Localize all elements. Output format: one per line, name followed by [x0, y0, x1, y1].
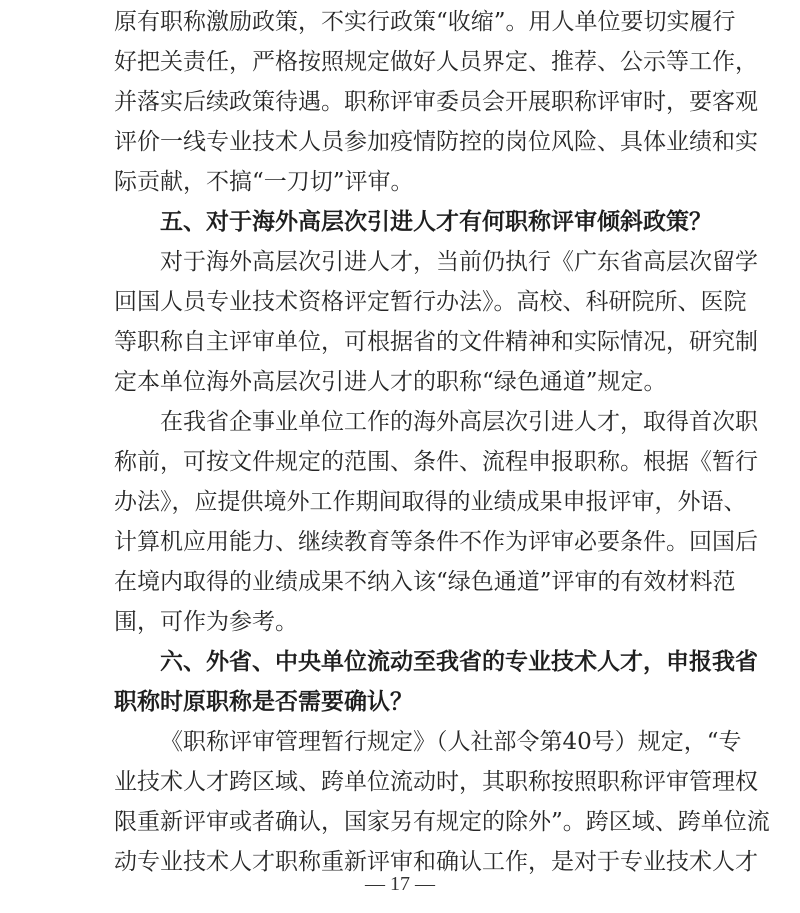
page-number: — 17 —	[365, 873, 435, 895]
body-line: 称前，可按文件规定的范围、条件、流程申报职称。根据《暂行	[114, 449, 758, 475]
section-heading-5: 五、对于海外高层次引进人才有何职称评审倾斜政策？	[160, 209, 712, 235]
body-line: 原有职称激励政策，不实行政策“收缩”。用人单位要切实履行	[114, 9, 736, 35]
body-line: 计算机应用能力、继续教育等条件不作为评审必要条件。回国后	[114, 529, 758, 555]
body-line: 并落实后续政策待遇。职称评审委员会开展职称评审时，要客观	[114, 89, 758, 115]
body-line: 办法》，应提供境外工作期间取得的业绩成果申报评审，外语、	[114, 489, 747, 515]
body-line: 限重新评审或者确认，国家另有规定的除外”。跨区域、跨单位流	[114, 809, 770, 835]
section-heading-6: 六、外省、中央单位流动至我省的专业技术人才，申报我省	[160, 649, 758, 675]
body-line: 际贡献，不搞“一刀切”评审。	[114, 169, 414, 195]
body-line: 在境内取得的业绩成果不纳入该“绿色通道”评审的有效材料范	[114, 569, 736, 595]
paragraph-first-line: 《职称评审管理暂行规定》（人社部令第40号）规定，“专	[160, 729, 742, 755]
body-line: 动专业技术人才职称重新评审和确认工作，是对于专业技术人才	[114, 849, 758, 875]
section-heading-6-continued: 职称时原职称是否需要确认？	[114, 689, 413, 715]
body-line: 好把关责任，严格按照规定做好人员界定、推荐、公示等工作，	[114, 49, 758, 75]
paragraph-first-line: 在我省企事业单位工作的海外高层次引进人才，取得首次职	[160, 409, 758, 435]
body-line: 定本单位海外高层次引进人才的职称“绿色通道”规定。	[114, 369, 667, 395]
body-line: 回国人员专业技术资格评定暂行办法》。高校、科研院所、医院	[114, 289, 747, 315]
body-line: 等职称自主评审单位，可根据省的文件精神和实际情况，研究制	[114, 329, 758, 355]
paragraph-first-line: 对于海外高层次引进人才，当前仍执行《广东省高层次留学	[160, 249, 758, 275]
body-line: 围，可作为参考。	[114, 609, 298, 635]
body-line: 评价一线专业技术人员参加疫情防控的岗位风险、具体业绩和实	[114, 129, 758, 155]
body-line: 业技术人才跨区域、跨单位流动时，其职称按照职称评审管理权	[114, 769, 758, 795]
